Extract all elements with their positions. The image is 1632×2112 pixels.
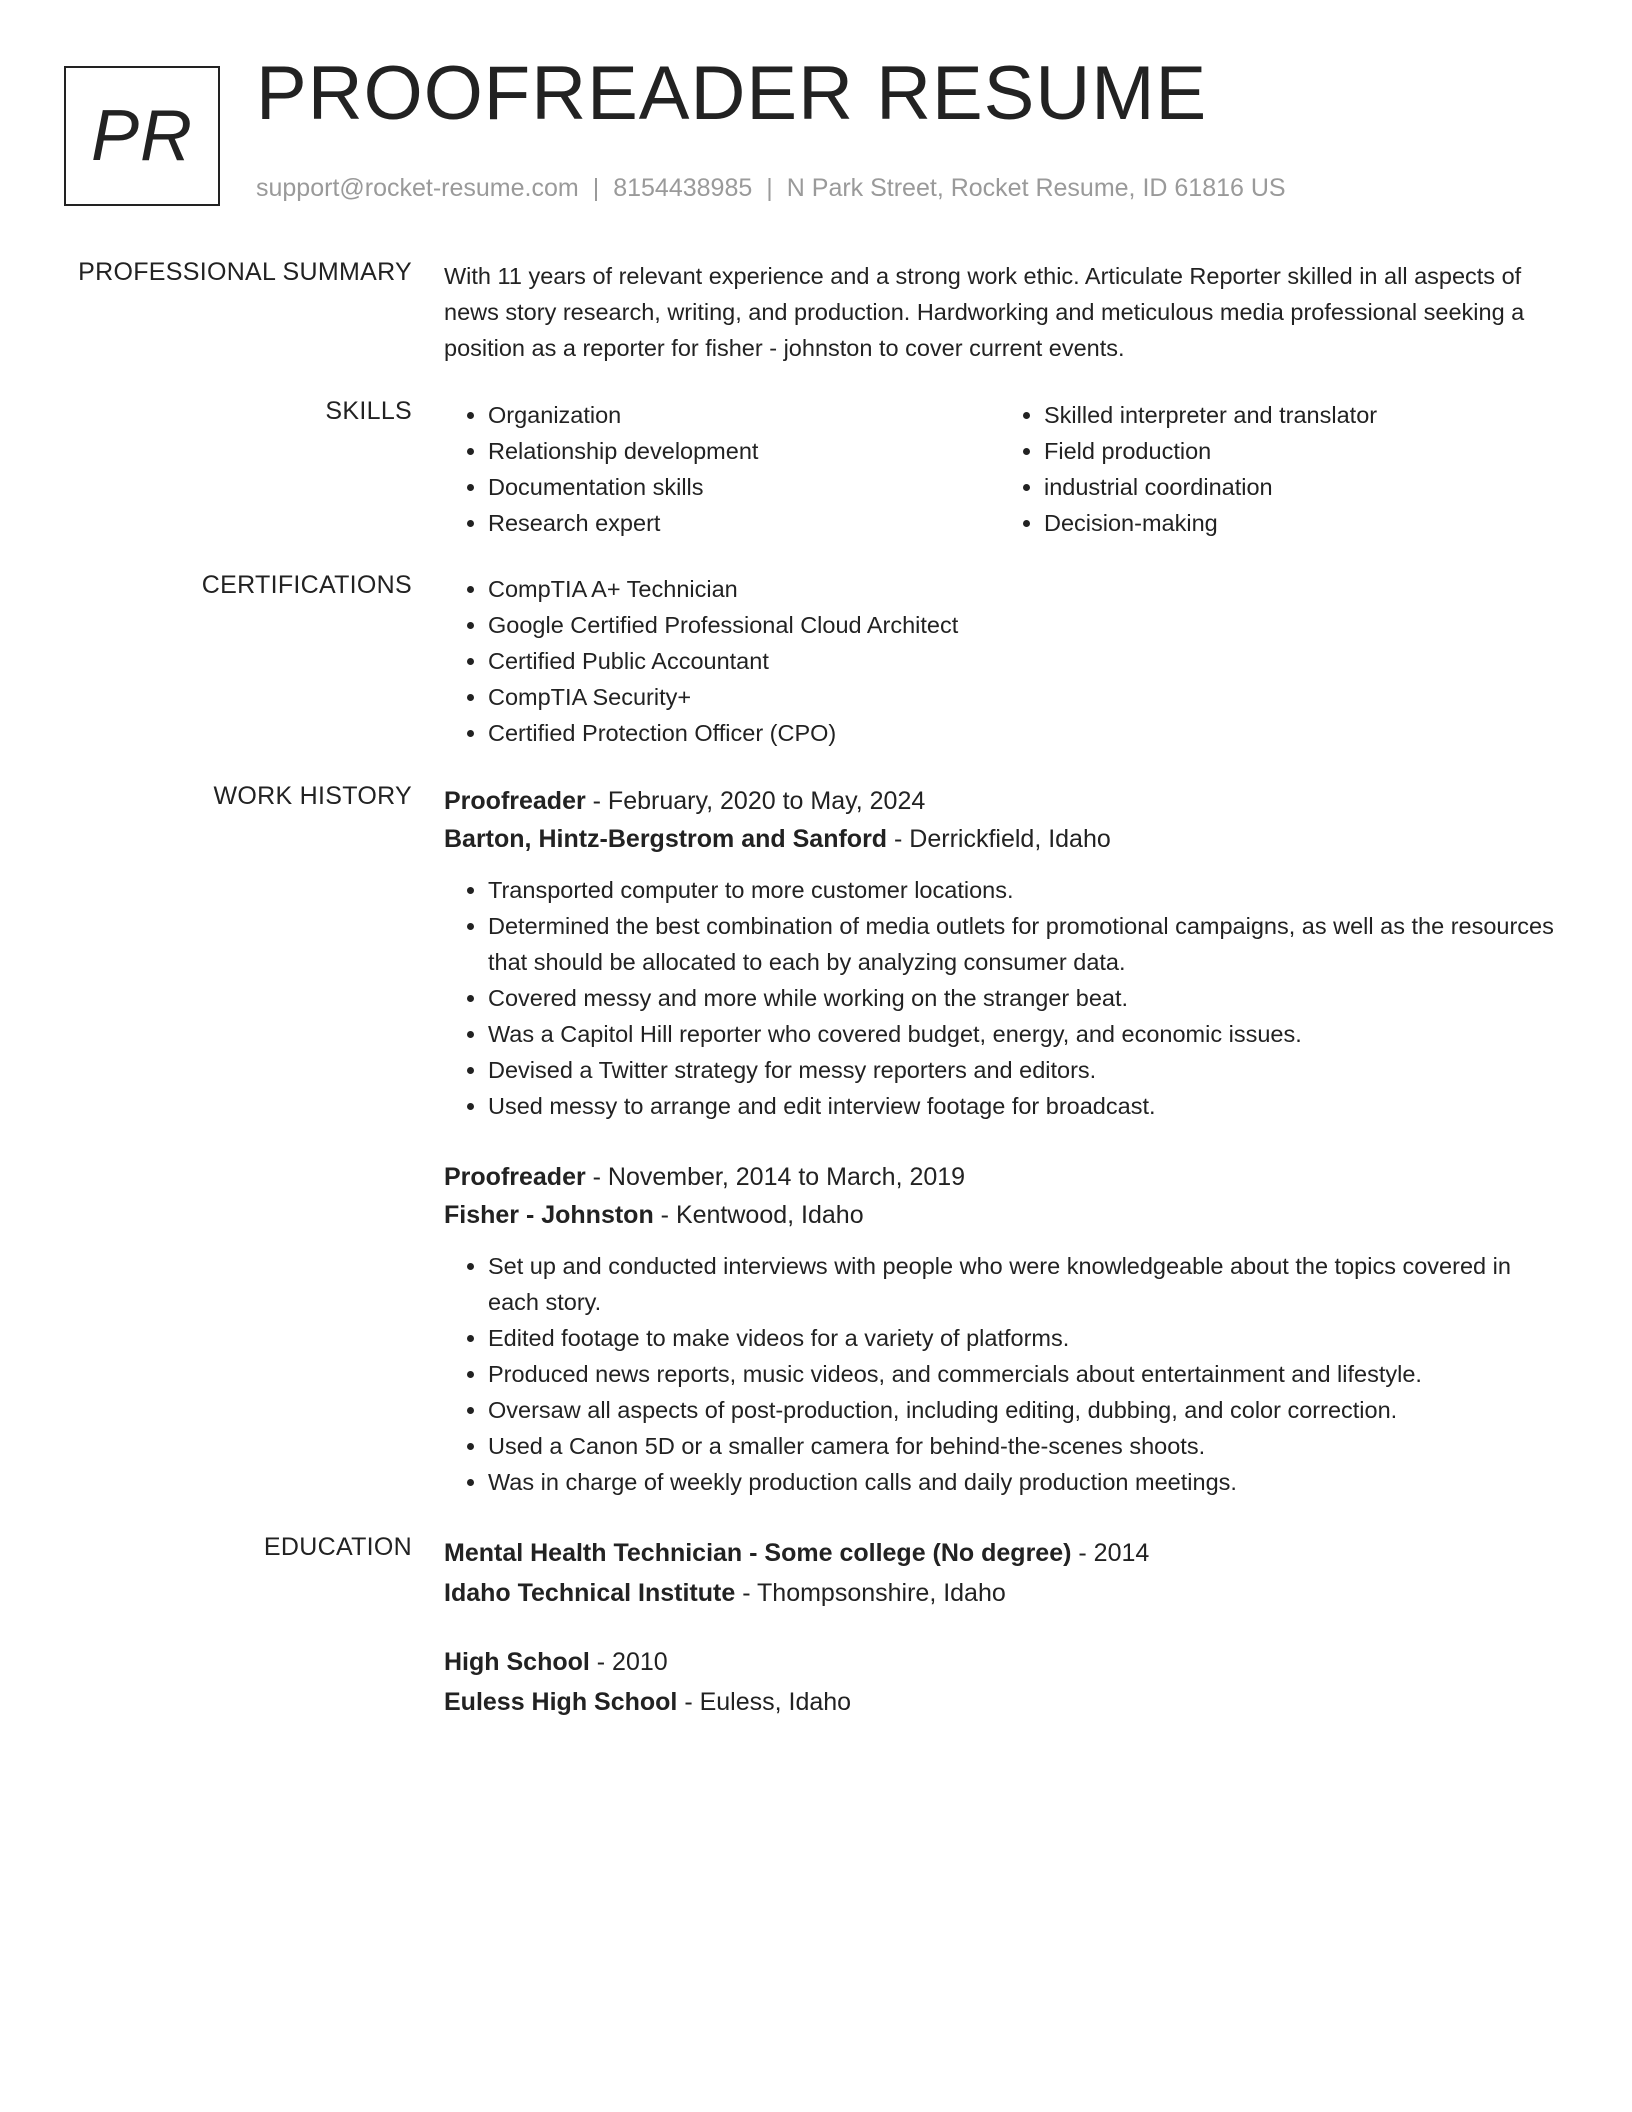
skill-item: • Relationship development [488, 433, 1000, 469]
certifications-content [444, 571, 1556, 751]
job-entry [444, 1158, 1556, 1500]
education-year: - 2014 [1071, 1539, 1150, 1567]
section-label-work-history: WORK HISTORY [213, 782, 412, 810]
section-label-skills: SKILLS [325, 397, 412, 425]
job-company: Fisher - Johnston [444, 1201, 654, 1229]
job-dates: - November, 2014 to March, 2019 [585, 1163, 966, 1191]
job-company-line [444, 1196, 1556, 1234]
job-bullet-list [444, 872, 1556, 1124]
education-school: Idaho Technical Institute [444, 1579, 736, 1607]
job-title: Proofreader [444, 787, 586, 815]
job-bullet: • Was in charge of weekly production calls and daily production meetings. [488, 1464, 1556, 1500]
certifications-list [444, 571, 1556, 751]
section-label-summary: PROFESSIONAL SUMMARY [78, 258, 412, 286]
skills-list-left [444, 397, 1000, 541]
section-label-certifications: CERTIFICATIONS [201, 571, 412, 599]
job-bullet: • Used a Canon 5D or a smaller camera for behind-the-scenes shoots. [488, 1428, 1556, 1464]
contact-separator: | [592, 174, 600, 202]
job-bullet: • Set up and conducted interviews with people who were knowledgeable about the topics covered in each story. [488, 1248, 1556, 1320]
contact-line [256, 174, 1286, 203]
education-degree-line [444, 1642, 1556, 1682]
education-year: - 2010 [589, 1648, 668, 1676]
job-bullet: • Was a Capitol Hill reporter who covered budget, energy, and economic issues. [488, 1016, 1556, 1052]
job-bullet: • Oversaw all aspects of post-production, including editing, dubbing, and color correction. [488, 1392, 1556, 1428]
monogram-logo: PR [64, 66, 220, 206]
skill-item: • Research expert [488, 505, 1000, 541]
job-bullet: • Determined the best combination of media outlets for promotional campaigns, as well as the resources that should be allocated to each by analyzing consumer data. [488, 908, 1556, 980]
job-dates: - February, 2020 to May, 2024 [585, 787, 926, 815]
job-bullet: • Covered messy and more while working on the stranger beat. [488, 980, 1556, 1016]
skill-item: • Decision-making [1044, 505, 1556, 541]
job-title-line [444, 782, 1556, 820]
education-location: - Thompsonshire, Idaho [735, 1579, 1006, 1607]
certification-item: • CompTIA Security+ [488, 679, 1556, 715]
job-company-line [444, 820, 1556, 858]
job-bullet: • Devised a Twitter strategy for messy reporters and editors. [488, 1052, 1556, 1088]
certification-item: • CompTIA A+ Technician [488, 571, 1556, 607]
job-company: Barton, Hintz-Bergstrom and Sanford [444, 825, 888, 853]
job-bullet-list [444, 1248, 1556, 1500]
skill-item: • Field production [1044, 433, 1556, 469]
job-title: Proofreader [444, 1163, 586, 1191]
resume-title: PROOFREADER RESUME [256, 51, 1208, 136]
contact-phone[interactable]: 8154438985 [613, 174, 753, 202]
work-history-content [444, 782, 1556, 1500]
education-entry [444, 1533, 1556, 1613]
skill-item: • Organization [488, 397, 1000, 433]
certification-item: • Certified Protection Officer (CPO) [488, 715, 1556, 751]
education-degree: Mental Health Technician - Some college (No degree) [444, 1539, 1072, 1567]
education-degree-line [444, 1533, 1556, 1573]
job-location: - Kentwood, Idaho [653, 1201, 864, 1229]
education-school-line [444, 1682, 1556, 1722]
job-bullet: • Transported computer to more customer locations. [488, 872, 1556, 908]
skills-content [444, 397, 1556, 541]
job-title-line [444, 1158, 1556, 1196]
contact-address: N Park Street, Rocket Resume, ID 61816 US [786, 174, 1286, 202]
education-content [444, 1533, 1556, 1722]
job-bullet: • Edited footage to make videos for a variety of platforms. [488, 1320, 1556, 1356]
job-bullet: • Used messy to arrange and edit interview footage for broadcast. [488, 1088, 1556, 1124]
certification-item: • Google Certified Professional Cloud Architect [488, 607, 1556, 643]
job-location: - Derrickfield, Idaho [887, 825, 1111, 853]
certification-item: • Certified Public Accountant [488, 643, 1556, 679]
job-entry [444, 782, 1556, 1124]
contact-email[interactable]: support@rocket-resume.com [256, 174, 579, 202]
education-location: - Euless, Idaho [677, 1688, 852, 1716]
skill-item: • industrial coordination [1044, 469, 1556, 505]
education-degree: High School [444, 1648, 590, 1676]
job-bullet: • Produced news reports, music videos, and commercials about entertainment and lifestyle. [488, 1356, 1556, 1392]
education-entry [444, 1642, 1556, 1722]
contact-separator: | [766, 174, 773, 202]
education-school-line [444, 1573, 1556, 1613]
section-label-education: EDUCATION [263, 1533, 412, 1561]
skill-item: • Documentation skills [488, 469, 1000, 505]
skills-list-right [1000, 397, 1556, 541]
education-school: Euless High School [444, 1688, 678, 1716]
skill-item: • Skilled interpreter and translator [1044, 397, 1556, 433]
summary-text: With 11 years of relevant experience and a strong work ethic. Articulate Reporter skilled in all aspects of news story research, writing, and production. Hardworking and meticulous media professional seeking a position as a reporter for fisher - johnston to cover current events. [444, 263, 1525, 361]
